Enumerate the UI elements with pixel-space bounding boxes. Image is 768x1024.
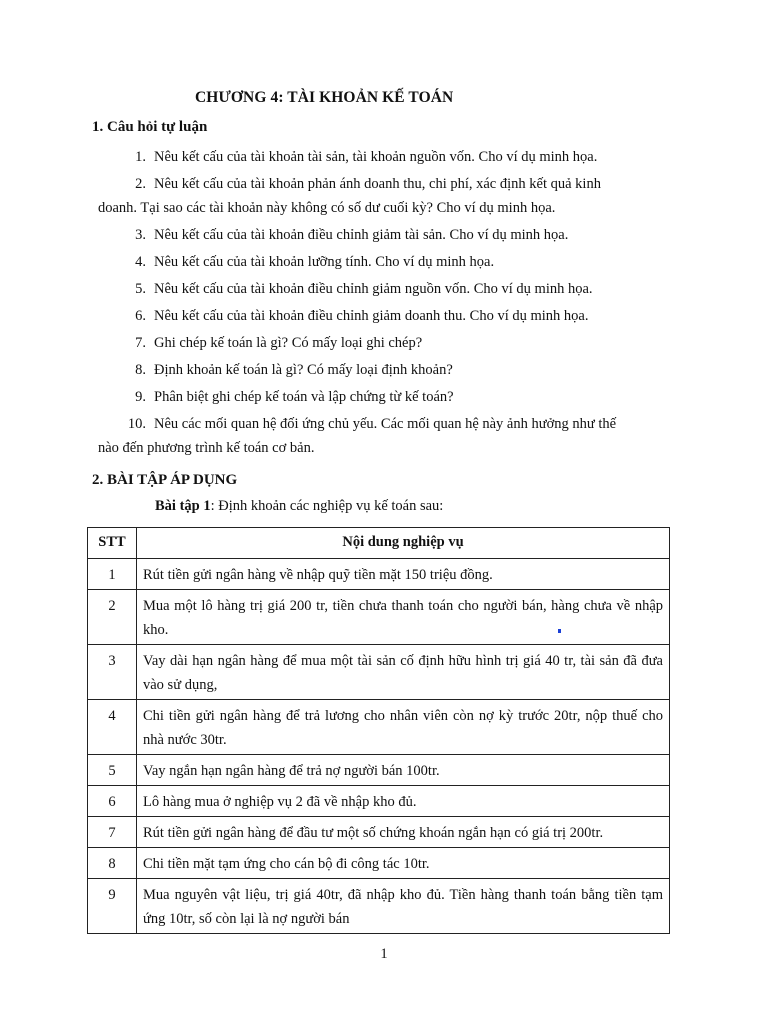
question-number: 4. <box>135 254 146 270</box>
question-text: Nêu các mối quan hệ đối ứng chủ yếu. Các mối quan hệ này ảnh hưởng như thế <box>154 416 617 432</box>
question-text: Nêu kết cấu của tài khoản lưỡng tính. Cho ví dụ minh họa. <box>154 254 495 270</box>
row-content: Vay ngắn hạn ngân hàng để trả nợ người bán 100tr. <box>137 755 670 786</box>
question-item <box>92 385 678 409</box>
question-text: Ghi chép kế toán là gì? Có mấy loại ghi chép? <box>154 335 423 351</box>
question-text: Nêu kết cấu của tài khoản điều chỉnh giảm tài sản. Cho ví dụ minh họa. <box>154 227 569 243</box>
row-stt: 8 <box>88 848 137 879</box>
question-number: 7. <box>135 335 146 351</box>
row-stt: 3 <box>88 645 137 700</box>
section-2-heading: 2. BÀI TẬP ÁP DỤNG <box>92 472 238 488</box>
row-stt: 9 <box>88 879 137 934</box>
question-text-continued: doanh. Tại sao các tài khoản này không có số dư cuối kỳ? Cho ví dụ minh họa. <box>98 200 556 216</box>
question-item <box>92 331 678 355</box>
row-content: Rút tiền gửi ngân hàng để đầu tư một số chứng khoán ngắn hạn có giá trị 200tr. <box>137 817 670 848</box>
question-item <box>92 277 678 301</box>
table-row <box>88 817 670 848</box>
table-row <box>88 700 670 755</box>
question-number: 2. <box>135 176 146 192</box>
table-row <box>88 559 670 590</box>
section-1-heading: 1. Câu hỏi tự luận <box>92 119 208 135</box>
table-row <box>88 848 670 879</box>
question-text: Nêu kết cấu của tài khoản điều chỉnh giảm nguồn vốn. Cho ví dụ minh họa. <box>154 281 593 297</box>
row-content: Lô hàng mua ở nghiệp vụ 2 đã về nhập kho đủ. <box>137 786 670 817</box>
question-number: 8. <box>135 362 146 378</box>
question-number: 9. <box>135 389 146 405</box>
operations-table <box>87 527 670 934</box>
table-header-row <box>88 528 670 559</box>
question-number: 6. <box>135 308 146 324</box>
question-text: Phân biệt ghi chép kế toán và lập chứng từ kế toán? <box>154 389 454 405</box>
question-item <box>92 145 678 169</box>
exercise-text: : Định khoản các nghiệp vụ kế toán sau: <box>210 498 444 514</box>
question-text: Định khoản kế toán là gì? Có mấy loại định khoản? <box>154 362 453 378</box>
question-number: 10. <box>127 416 146 432</box>
row-content: Rút tiền gửi ngân hàng về nhập quỹ tiền mặt 150 triệu đồng. <box>137 559 670 590</box>
table-row <box>88 645 670 700</box>
row-content: Chi tiền gửi ngân hàng để trả lương cho nhân viên còn nợ kỳ trước 20tr, nộp thuế cho nhà nước 30tr. <box>137 700 670 755</box>
row-content: Vay dài hạn ngân hàng để mua một tài sản cố định hữu hình trị giá 40 tr, tài sản đã đưa vào sử dụng, <box>137 645 670 700</box>
row-stt: 1 <box>88 559 137 590</box>
table-row <box>88 786 670 817</box>
question-item <box>92 250 678 274</box>
row-stt: 4 <box>88 700 137 755</box>
question-item <box>92 304 678 328</box>
row-content: Mua một lô hàng trị giá 200 tr, tiền chưa thanh toán cho người bán, hàng chưa về nhập kho. <box>137 590 670 645</box>
question-text-wrap <box>98 172 678 220</box>
question-text-continued: nào đến phương trình kế toán cơ bản. <box>98 440 315 456</box>
row-stt: 6 <box>88 786 137 817</box>
question-number: 3. <box>135 227 146 243</box>
page-number: 1 <box>380 946 388 962</box>
exercise-intro <box>155 498 443 515</box>
question-item <box>92 223 678 247</box>
row-stt: 7 <box>88 817 137 848</box>
question-number: 1. <box>135 149 146 165</box>
row-stt: 5 <box>88 755 137 786</box>
question-item <box>92 172 678 220</box>
table-row <box>88 755 670 786</box>
question-text: Nêu kết cấu của tài khoản phản ánh doanh thu, chi phí, xác định kết quả kinh <box>154 176 601 192</box>
question-item <box>92 358 678 382</box>
table-row <box>88 590 670 645</box>
table-row <box>88 879 670 934</box>
cursor-mark <box>558 629 561 633</box>
header-stt: STT <box>88 528 137 559</box>
chapter-title: CHƯƠNG 4: TÀI KHOẢN KẾ TOÁN <box>195 89 454 106</box>
row-content: Chi tiền mặt tạm ứng cho cán bộ đi công tác 10tr. <box>137 848 670 879</box>
question-item <box>92 412 678 460</box>
header-content: Nội dung nghiệp vụ <box>137 528 670 559</box>
row-content: Mua nguyên vật liệu, trị giá 40tr, đã nhập kho đủ. Tiền hàng thanh toán bằng tiền tạm ứng 10tr, số còn lại là nợ người bán <box>137 879 670 934</box>
question-text: Nêu kết cấu của tài khoản điều chỉnh giảm doanh thu. Cho ví dụ minh họa. <box>154 308 589 324</box>
question-number: 5. <box>135 281 146 297</box>
row-stt: 2 <box>88 590 137 645</box>
question-text: Nêu kết cấu của tài khoản tài sản, tài khoản nguồn vốn. Cho ví dụ minh họa. <box>154 149 598 165</box>
exercise-label: Bài tập 1 <box>155 498 211 514</box>
question-list <box>92 145 678 463</box>
